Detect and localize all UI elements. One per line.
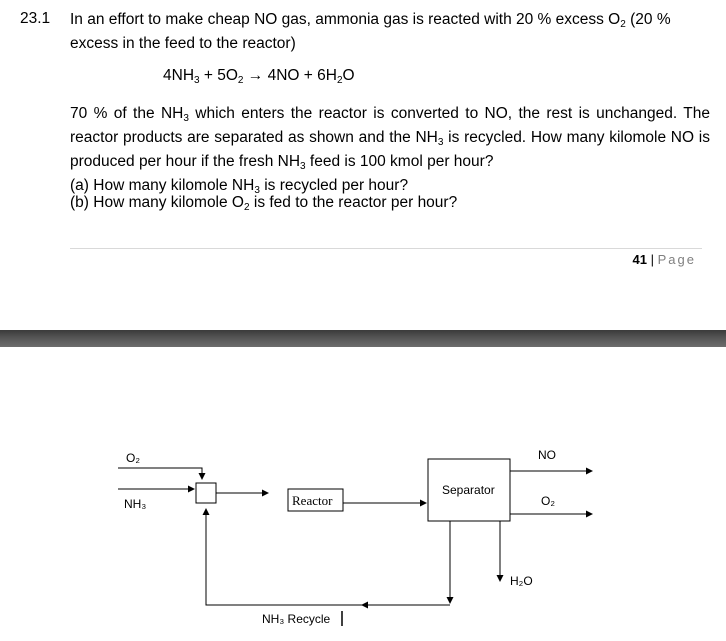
reaction-equation: $4NH_3 + 5O_2 \to 4NO + 6H_2O$ xyxy=(163,67,355,86)
o2-feed-label: O₂ xyxy=(126,451,140,465)
no-product-label: NO xyxy=(538,448,556,462)
page-number: 41 xyxy=(632,252,648,267)
page-separator: | xyxy=(647,252,658,267)
nh3-feed-label: NH₃ xyxy=(124,497,147,511)
reactor-label: Reactor xyxy=(292,493,333,508)
question-b: (b) How many kilomole $O_2$ is fed to the reactor per hour? xyxy=(70,194,458,213)
problem-number: 23.1 xyxy=(20,10,51,27)
h2o-product-label: H₂O xyxy=(510,574,533,588)
o2-product-label: O₂ xyxy=(541,494,555,508)
problem-intro: In an effort to make cheap NO gas, ammonia gas is reacted with 20 % excess $O_2$ (20 % excess in the feed to the reactor) xyxy=(70,11,671,52)
question-a: (a) How many kilomole $NH_3$ is recycled per hour? xyxy=(70,177,409,196)
footer-divider xyxy=(70,248,702,249)
problem-body: 70 % of the $NH_3$ which enters the reactor is converted to NO, the rest is unchanged. The reactor products are separated as shown and the $NH_3$ is recycled. How many kilomole NO is produced per hour if the fresh $NH_3$ feed is 100 kmol per hour? xyxy=(70,105,710,172)
separator-label: Separator xyxy=(442,483,495,497)
page-break-bar xyxy=(0,330,726,347)
nh3-recycle-stream xyxy=(206,509,450,605)
recycle-label: NH₃ Recycle xyxy=(262,612,331,626)
mixer-box xyxy=(196,483,216,503)
page-word: Page xyxy=(657,252,696,267)
process-flow-diagram xyxy=(0,347,726,641)
page-footer xyxy=(633,252,696,267)
o2-feed-stream xyxy=(118,468,202,479)
